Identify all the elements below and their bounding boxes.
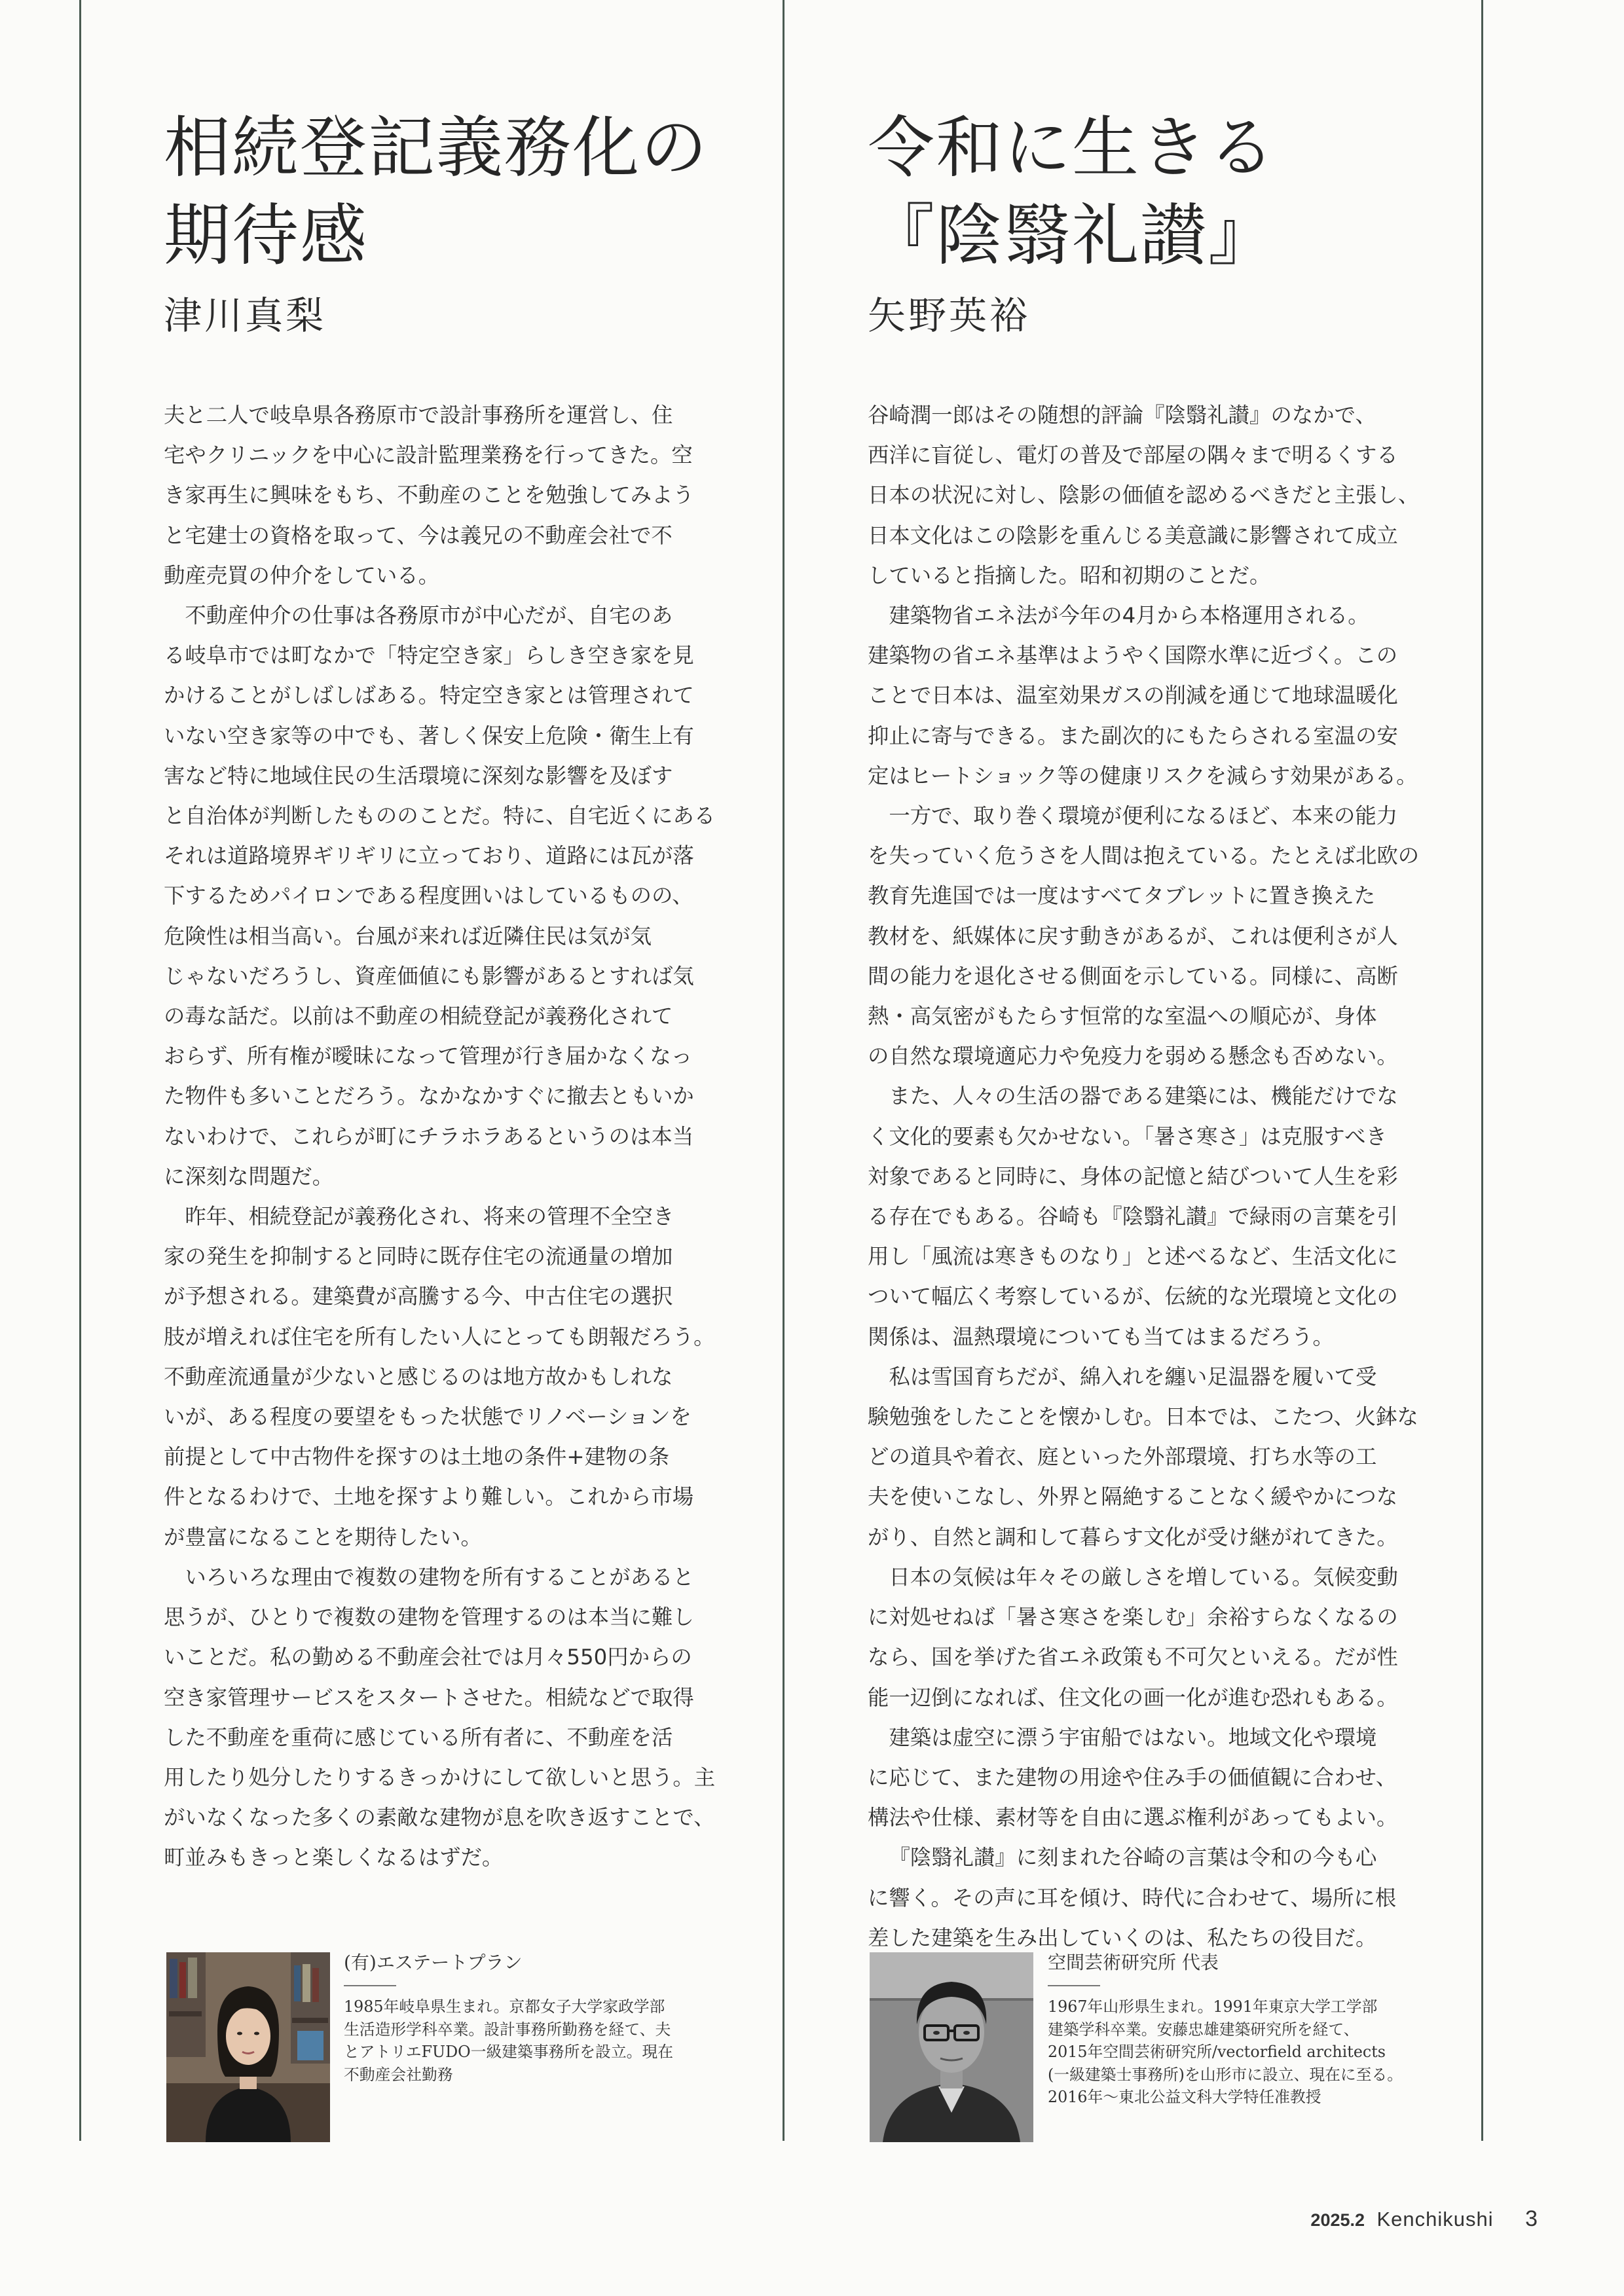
- left-author-affiliation: (有)エステートプラン: [344, 1952, 523, 1973]
- body-text-line: 動産売買の仲介をしている。: [164, 562, 440, 588]
- body-text-line: 教材を、紙媒体に戻す動きがあるが、これは便利さが人: [868, 923, 1398, 949]
- left-title-line: 期待感: [164, 197, 368, 275]
- body-text-line: と自治体が判断したもののことだ。特に、自宅近くにある: [164, 803, 716, 829]
- bio-divider: [344, 1985, 396, 1986]
- body-text-line: 構法や仕様、素材等を自由に選ぶ権利があってもよい。: [868, 1805, 1398, 1831]
- body-text-line: なら、国を挙げた省エネ政策も不可欠といえる。だが性: [868, 1645, 1398, 1670]
- body-text-line: 西洋に盲従し、電灯の普及で部屋の隅々まで明るくする: [868, 443, 1398, 468]
- bio-line: 不動産会社勤務: [344, 2065, 453, 2084]
- body-text-line: を失っていく危うさを人間は抱えている。たとえば北欧の: [868, 843, 1420, 869]
- body-text-line: 建築物省エネ法が今年の4月から本格運用される。: [889, 603, 1369, 629]
- body-text-line: の自然な環境適応力や免疫力を弱める懸念も否めない。: [868, 1044, 1398, 1069]
- right-author-bio-text: [1048, 1995, 1418, 2109]
- body-text-line: 不動産流通量が少ないと感じるのは地方故かもしれな: [164, 1364, 673, 1389]
- body-text-line: 用し「風流は寒きものなり」と述べるなど、生活文化に: [868, 1244, 1398, 1269]
- left-author-bio: [344, 1950, 714, 2086]
- body-text-line: 抑止に寄与できる。また副次的にもたらされる室温の安: [868, 723, 1398, 748]
- portrait-man-image: [870, 1952, 1033, 2142]
- issue-date: 2025.2: [1310, 2210, 1365, 2230]
- bio-line: 1967年山形県生まれ。1991年東京大学工学部: [1048, 1997, 1378, 2016]
- page-footer: [1310, 2206, 1538, 2232]
- body-text-line: 関係は、温熱環境についても当てはまるだろう。: [868, 1324, 1334, 1349]
- right-article-title: [868, 105, 1276, 280]
- body-text-line: がり、自然と調和して暮らす文化が受け継がれてきた。: [868, 1524, 1398, 1550]
- body-text-line: き家再生に興味をもち、不動産のことを勉強してみよう: [164, 483, 694, 508]
- body-text-line: 思うが、ひとりで複数の建物を管理するのは本当に難し: [164, 1605, 694, 1630]
- body-text-line: に深刻な問題だ。: [164, 1163, 334, 1189]
- portrait-woman-image: [166, 1952, 330, 2142]
- body-text-line: 私は雪国育ちだが、綿入れを纏い足温器を履いて受: [889, 1364, 1377, 1389]
- magazine-name: Kenchikushi: [1376, 2208, 1494, 2231]
- left-author-bio-text: [344, 1995, 714, 2086]
- bio-line: 2016年〜東北公益文科大学特任准教授: [1048, 2088, 1321, 2106]
- body-text-line: 験勉強をしたことを懐かしむ。日本では、こたつ、火鉢な: [868, 1404, 1418, 1430]
- body-text-line: 間の能力を退化させる側面を示している。同様に、高断: [868, 963, 1398, 989]
- body-text-line: 昨年、相続登記が義務化され、将来の管理不全空き: [185, 1204, 674, 1230]
- right-article-author: 矢野英裕: [868, 293, 1031, 338]
- body-text-line: 『陰翳礼讃』に刻まれた谷崎の言葉は令和の今も心: [889, 1845, 1377, 1870]
- left-article-title: [164, 105, 709, 280]
- column-divider-rule: [783, 0, 784, 2141]
- right-author-photo: [870, 1952, 1033, 2142]
- body-text-line: じゃないだろうし、資産価値にも影響があるとすれば気: [164, 963, 694, 989]
- body-text-line: に応じて、また建物の用途や住み手の価値観に合わせ、: [868, 1764, 1397, 1790]
- body-text-line: いない空き家等の中でも、著しく保安上危険・衛生上有: [164, 723, 694, 748]
- body-text-line: 教育先進国では一度はすべてタブレットに置き換えた: [868, 883, 1376, 909]
- body-text-line: く文化的要素も欠かせない。「暑さ寒さ」は克服すべき: [868, 1123, 1387, 1149]
- body-text-line: 前提として中古物件を探すのは土地の条件+建物の条: [164, 1444, 670, 1470]
- body-text-line: ことで日本は、温室効果ガスの削減を通じて地球温暖化: [868, 683, 1398, 708]
- body-text-line: 夫と二人で岐阜県各務原市で設計事務所を運営し、住: [164, 403, 673, 428]
- body-text-line: 谷崎潤一郎はその随想的評論『陰翳礼讃』のなかで、: [868, 403, 1376, 428]
- body-text-line: 差した建築を生み出していくのは、私たちの役目だ。: [868, 1925, 1377, 1950]
- bio-line: 2015年空間芸術研究所/vectorfield architects: [1048, 2043, 1386, 2061]
- body-text-line: 危険性は相当高い。台風が来れば近隣住民は気が気: [164, 923, 652, 949]
- right-title-line: 『陰翳礼讃』: [868, 197, 1276, 275]
- body-text-line: 日本文化はこの陰影を重んじる美意識に影響されて成立: [868, 522, 1398, 548]
- body-text-line: 日本の気候は年々その厳しさを増している。気候変動: [889, 1564, 1398, 1590]
- body-text-line: 町並みもきっと楽しくなるはずだ。: [164, 1845, 504, 1870]
- right-author-affiliation: 空間芸術研究所 代表: [1048, 1952, 1219, 1973]
- body-text-line: 一方で、取り巻く環境が便利になるほど、本来の能力: [889, 803, 1398, 829]
- body-text-line: 日本の状況に対し、陰影の価値を認めるべきだと主張し、: [868, 483, 1420, 508]
- body-text-line: に対処せねば「暑さ寒さを楽しむ」余裕すらなくなるの: [868, 1605, 1398, 1630]
- right-author-bio: [1048, 1950, 1418, 2109]
- body-text-line: した不動産を重荷に感じている所有者に、不動産を活: [164, 1724, 673, 1750]
- body-text-line: に響く。その声に耳を傾け、時代に合わせて、場所に根: [868, 1885, 1397, 1910]
- body-text-line: 用したり処分したりするきっかけにして欲しいと思う。主: [164, 1764, 716, 1790]
- left-author-photo: [166, 1952, 330, 2142]
- body-text-line: していると指摘した。昭和初期のことだ。: [868, 562, 1271, 588]
- body-text-line: それは道路境界ギリギリに立っており、道路には瓦が落: [164, 843, 694, 869]
- body-text-line: の毒な話だ。以前は不動産の相続登記が義務化されて: [164, 1004, 673, 1029]
- bio-line: 建築学科卒業。安藤忠雄建築研究所を経て、: [1048, 2020, 1359, 2039]
- body-text-line: 不動産仲介の仕事は各務原市が中心だが、自宅のあ: [185, 603, 673, 629]
- body-text-line: 建築は虚空に漂う宇宙船ではない。地域文化や環境: [889, 1724, 1377, 1750]
- body-text-line: また、人々の生活の器である建築には、機能だけでな: [889, 1084, 1398, 1109]
- page-number: 3: [1525, 2206, 1538, 2231]
- bio-line: とアトリエFUDO一級建築事務所を設立。現在: [344, 2043, 674, 2061]
- left-article-author: 津川真梨: [164, 293, 327, 338]
- left-article-body: [164, 395, 716, 1878]
- body-text-line: いろいろな理由で複数の建物を所有することがあると: [185, 1564, 694, 1590]
- body-text-line: が豊富になることを期待したい。: [164, 1524, 482, 1550]
- right-title-line: 令和に生きる: [868, 109, 1276, 187]
- right-margin-rule: [1481, 0, 1483, 2141]
- body-text-line: いことだ。私の勤める不動産会社では月々550円からの: [164, 1645, 692, 1670]
- bio-line: 1985年岐阜県生まれ。京都女子大学家政学部: [344, 1997, 665, 2016]
- body-text-line: がいなくなった多くの素敵な建物が息を吹き返すことで、: [164, 1805, 715, 1831]
- body-text-line: と宅建士の資格を取って、今は義兄の不動産会社で不: [164, 522, 673, 548]
- body-text-line: 件となるわけで、土地を探すより難しい。これから市場: [164, 1484, 694, 1510]
- body-text-line: 家の発生を抑制すると同時に既存住宅の流通量の増加: [164, 1244, 673, 1269]
- body-text-line: た物件も多いことだろう。なかなかすぐに撤去ともいか: [164, 1084, 694, 1109]
- body-text-line: かけることがしばしばある。特定空き家とは管理されて: [164, 683, 694, 708]
- body-text-line: 下するためパイロンである程度囲いはしているものの、: [164, 883, 693, 909]
- body-text-line: ないわけで、これらが町にチラホラあるというのは本当: [164, 1123, 694, 1149]
- body-text-line: どの道具や着衣、庭といった外部環境、打ち水等の工: [868, 1444, 1377, 1470]
- body-text-line: が予想される。建築費が高騰する今、中古住宅の選択: [164, 1284, 673, 1309]
- body-text-line: 夫を使いこなし、外界と隔絶することなく緩やかにつな: [868, 1484, 1398, 1510]
- left-margin-rule: [79, 0, 81, 2141]
- body-text-line: おらず、所有権が曖昧になって管理が行き届かなくなっ: [164, 1044, 693, 1069]
- left-title-line: 相続登記義務化の: [164, 109, 709, 187]
- body-text-line: ついて幅広く考察しているが、伝統的な光環境と文化の: [868, 1284, 1398, 1309]
- body-text-line: 熱・高気密がもたらす恒常的な室温への順応が、身体: [868, 1004, 1377, 1029]
- body-text-line: 建築物の省エネ基準はようやく国際水準に近づく。この: [868, 643, 1398, 668]
- body-text-line: 肢が増えれば住宅を所有したい人にとっても朗報だろう。: [164, 1324, 715, 1349]
- body-text-line: いが、ある程度の要望をもった状態でリノベーションを: [164, 1404, 692, 1430]
- right-article-body: [868, 395, 1420, 1958]
- bio-divider: [1048, 1985, 1100, 1986]
- body-text-line: 定はヒートショック等の健康リスクを減らす効果がある。: [868, 763, 1418, 788]
- body-text-line: 対象であると同時に、身体の記憶と結びついて人生を彩: [868, 1163, 1398, 1189]
- bio-line: 生活造形学科卒業。設計事務所勤務を経て、夫: [344, 2020, 671, 2039]
- body-text-line: 空き家管理サービスをスタートさせた。相続などで取得: [164, 1685, 694, 1710]
- body-text-line: る存在でもある。谷崎も『陰翳礼讃』で緑雨の言葉を引: [868, 1204, 1398, 1230]
- body-text-line: る岐阜市では町なかで「特定空き家」らしき空き家を見: [164, 643, 694, 668]
- body-text-line: 害など特に地域住民の生活環境に深刻な影響を及ぼす: [164, 763, 673, 788]
- body-text-line: 宅やクリニックを中心に設計監理業務を行ってきた。空: [164, 443, 693, 468]
- bio-line: (一級建築士事務所)を山形市に設立、現在に至る。: [1048, 2065, 1403, 2084]
- body-text-line: 能一辺倒になれば、住文化の画一化が進む恐れもある。: [868, 1685, 1398, 1710]
